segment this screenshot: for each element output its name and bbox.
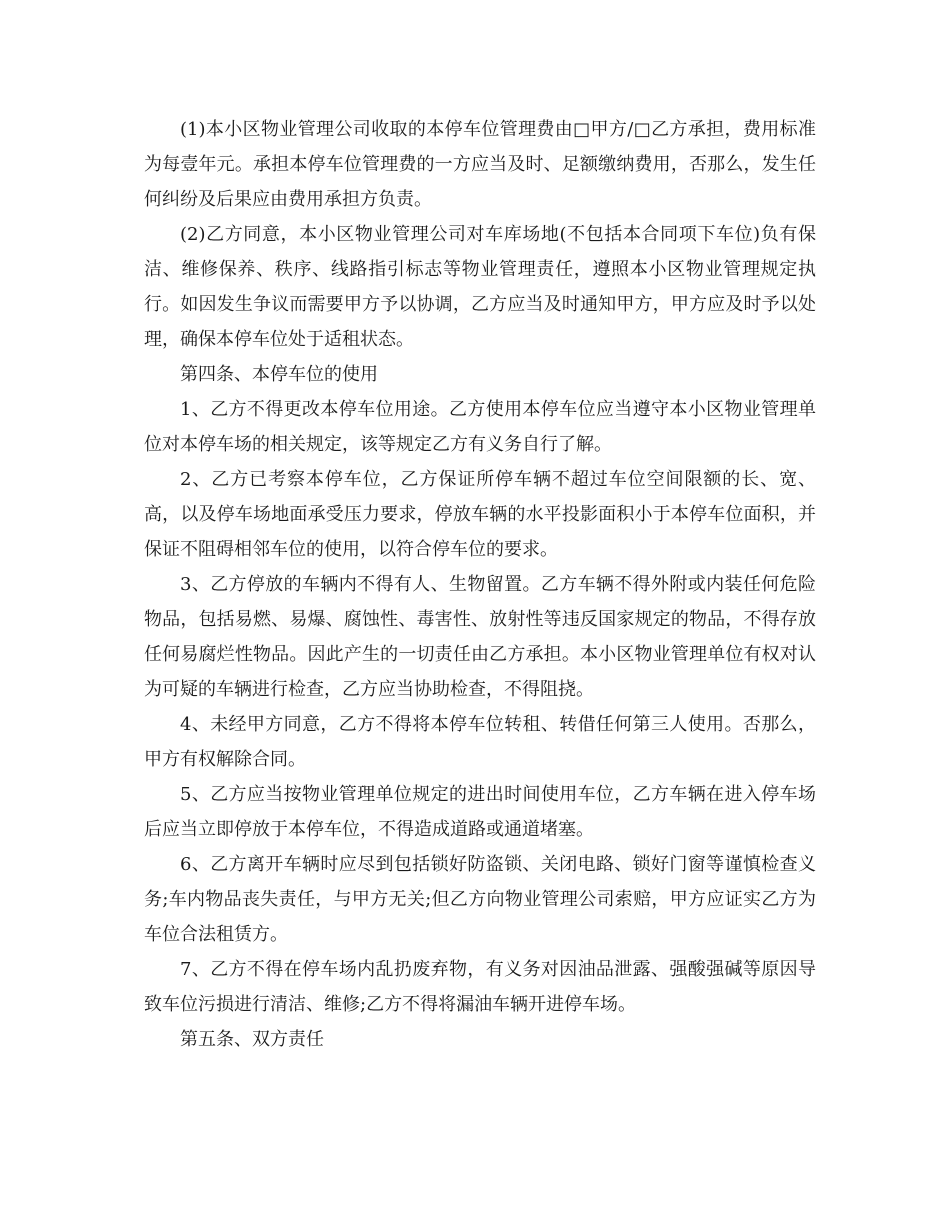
- clause-4-7: 7、乙方不得在停车场内乱扔废弃物，有义务对因油品泄露、强酸强碱等原因导致车位污损进行清洁、维修;乙方不得将漏油车辆开进停车场。: [144, 959, 816, 1015]
- clause-4-1: 1、乙方不得更改本停车位用途。乙方使用本停车位应当遵守本小区物业管理单位对本停车场的相关规定，该等规定乙方有义务自行了解。: [144, 399, 816, 455]
- article-5-heading: 第五条、双方责任: [180, 1029, 324, 1050]
- clause-4-6: 6、乙方离开车辆时应尽到包括锁好防盗锁、关闭电路、锁好门窗等谨慎检查义务;车内物品丧失责任，与甲方无关;但乙方向物业管理公司索赔，甲方应证实乙方为车位合法租赁方。: [144, 854, 816, 945]
- clause-4-4: 4、未经甲方同意，乙方不得将本停车位转租、转借任何第三人使用。否那么，甲方有权解除合同。: [144, 714, 816, 770]
- clause-3-2-property-management: (2)乙方同意，本小区物业管理公司对车库场地(不包括本合同项下车位)负有保洁、维修保养、秩序、线路指引标志等物业管理责任，遵照本小区物业管理规定执行。如因发生争议而需要甲方予以协调，乙方应当及时通知甲方，甲方应及时予以处理，确保本停车位处于适租状态。: [144, 224, 816, 350]
- clause-3-1-management-fee: (1)本小区物业管理公司收取的本停车位管理费由□甲方/□乙方承担，费用标准为每壹年元。承担本停车位管理费的一方应当及时、足额缴纳费用，否那么，发生任何纠纷及后果应由费用承担方负责。: [144, 119, 816, 210]
- clause-4-2: 2、乙方已考察本停车位，乙方保证所停车辆不超过车位空间限额的长、宽、高，以及停车场地面承受压力要求，停放车辆的水平投影面积小于本停车位面积，并保证不阻碍相邻车位的使用，以符合停车位的要求。: [144, 469, 816, 560]
- article-4-heading: 第四条、本停车位的使用: [180, 364, 378, 385]
- clause-4-3: 3、乙方停放的车辆内不得有人、生物留置。乙方车辆不得外附或内装任何危险物品，包括易燃、易爆、腐蚀性、毒害性、放射性等违反国家规定的物品，不得存放任何易腐烂性物品。因此产生的一切责任由乙方承担。本小区物业管理单位有权对认为可疑的车辆进行检查，乙方应当协助检查，不得阻挠。: [144, 574, 816, 700]
- clause-4-5: 5、乙方应当按物业管理单位规定的进出时间使用车位，乙方车辆在进入停车场后应当立即停放于本停车位，不得造成道路或通道堵塞。: [144, 784, 816, 840]
- document-body: [144, 112, 816, 1057]
